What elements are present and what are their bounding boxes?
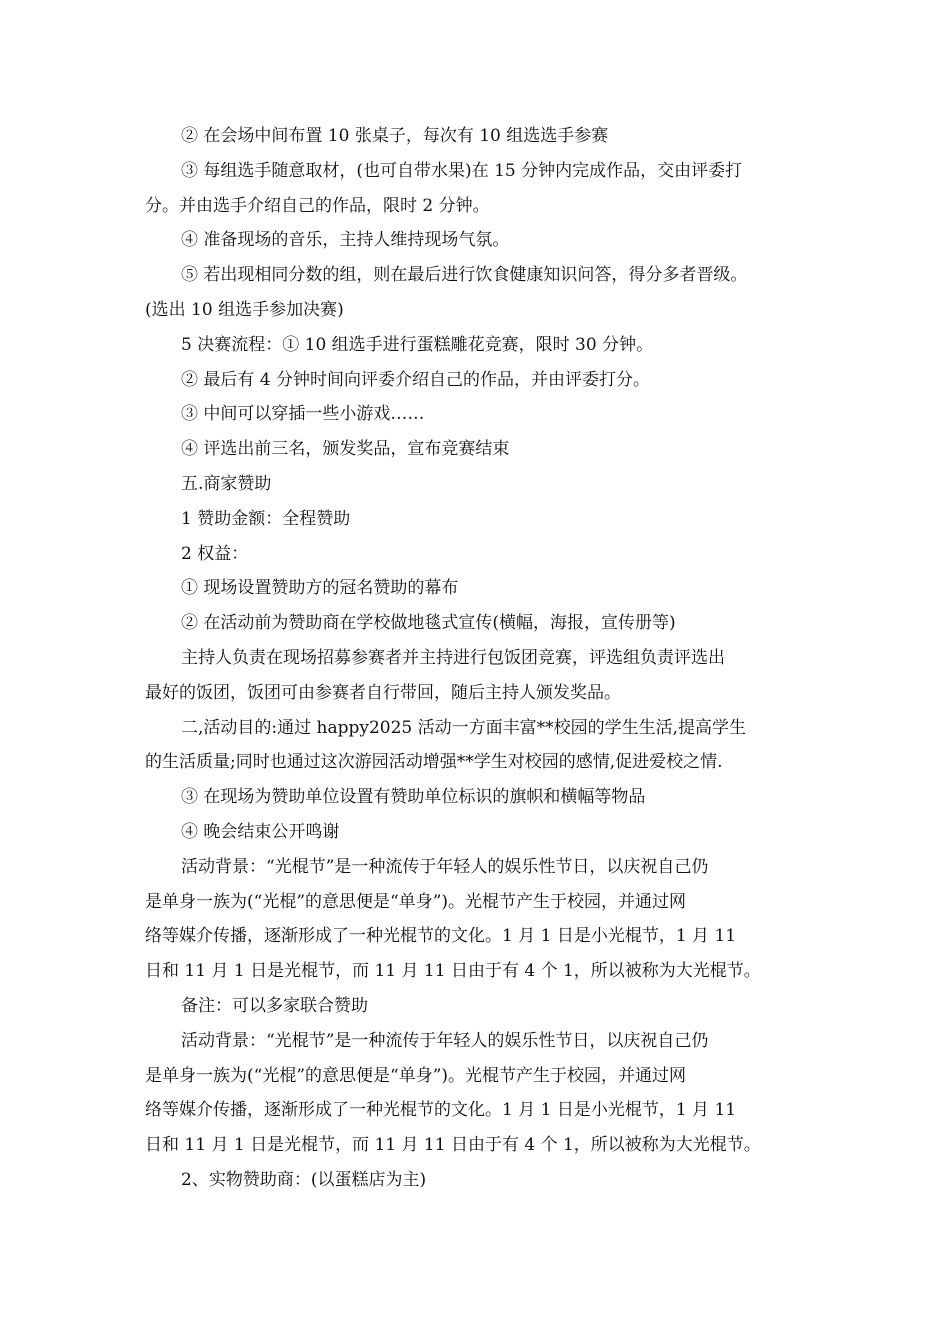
text-line: 5 决赛流程：① 10 组选手进行蛋糕雕花竞赛，限时 30 分钟。	[181, 334, 654, 355]
text-line: ③ 在现场为赞助单位设置有赞助单位标识的旗帜和横幅等物品	[181, 787, 646, 808]
text-line: 是单身一族为(“光棍”的意思便是“单身”)。光棍节产生于校园，并通过网	[145, 1065, 687, 1086]
text-line: ④ 晚会结束公开鸣谢	[181, 821, 340, 842]
text-line: 分。并由选手介绍自己的作品，限时 2 分钟。	[145, 195, 490, 216]
text-line: (选出 10 组选手参加决赛)	[145, 299, 344, 320]
text-line: 最好的饭团，饭团可由参赛者自行带回，随后主持人颁发奖品。	[145, 682, 621, 703]
text-line: ④ 准备现场的音乐，主持人维持现场气氛。	[181, 230, 510, 251]
text-line: 二,活动目的:通过 happy2025 活动一方面丰富**校园的学生生活,提高学生	[181, 717, 747, 738]
text-line: ② 在活动前为赞助商在学校做地毯式宣传(横幅，海报，宣传册等)	[181, 613, 676, 634]
text-line: ① 现场设置赞助方的冠名赞助的幕布	[181, 578, 459, 599]
text-line: 主持人负责在现场招募参赛者并主持进行包饭团竞赛，评选组负责评选出	[181, 647, 725, 668]
text-line: 是单身一族为(“光棍”的意思便是“单身”)。光棍节产生于校园，并通过网	[145, 891, 687, 912]
text-line: ② 最后有 4 分钟时间向评委介绍自己的作品，并由评委打分。	[181, 369, 651, 390]
text-line: 络等媒介传播，逐渐形成了一种光棍节的文化。1 月 1 日是小光棍节，1 月 11	[145, 926, 737, 947]
text-line: 2、实物赞助商：(以蛋糕店为主)	[181, 1169, 427, 1190]
text-line: ② 在会场中间布置 10 张桌子，每次有 10 组选选手参赛	[181, 126, 609, 146]
text-line: 活动背景：“光棍节”是一种流传于年轻人的娱乐性节日，以庆祝自己仍	[181, 856, 709, 877]
text-line: 活动背景：“光棍节”是一种流传于年轻人的娱乐性节日，以庆祝自己仍	[181, 1030, 709, 1051]
text-line: 日和 11 月 1 日是光棍节，而 11 月 11 日由于有 4 个 1，所以被称为大光棍节。	[145, 961, 761, 982]
document-body	[145, 119, 809, 1198]
text-line: 络等媒介传播，逐渐形成了一种光棍节的文化。1 月 1 日是小光棍节，1 月 11	[145, 1100, 737, 1121]
text-line: 2 权益：	[181, 543, 249, 564]
text-line: ④ 评选出前三名，颁发奖品，宣布竞赛结束	[181, 439, 510, 460]
text-line: ⑤ 若出现相同分数的组，则在最后进行饮食健康知识问答，得分多者晋级。	[181, 265, 748, 286]
text-line: 备注：可以多家联合赞助	[181, 995, 368, 1016]
text-line: 五.商家赞助	[181, 473, 272, 494]
text-line: ③ 每组选手随意取材，(也可自带水果)在 15 分钟内完成作品，交由评委打	[181, 160, 743, 181]
text-line: ③ 中间可以穿插一些小游戏……	[181, 404, 425, 425]
text-line: 的生活质量;同时也通过这次游园活动增强**学生对校园的感情,促进爱校之情.	[145, 752, 723, 773]
text-line: 日和 11 月 1 日是光棍节，而 11 月 11 日由于有 4 个 1，所以被称为大光棍节。	[145, 1135, 761, 1156]
text-line: 1 赞助金额：全程赞助	[181, 508, 351, 529]
